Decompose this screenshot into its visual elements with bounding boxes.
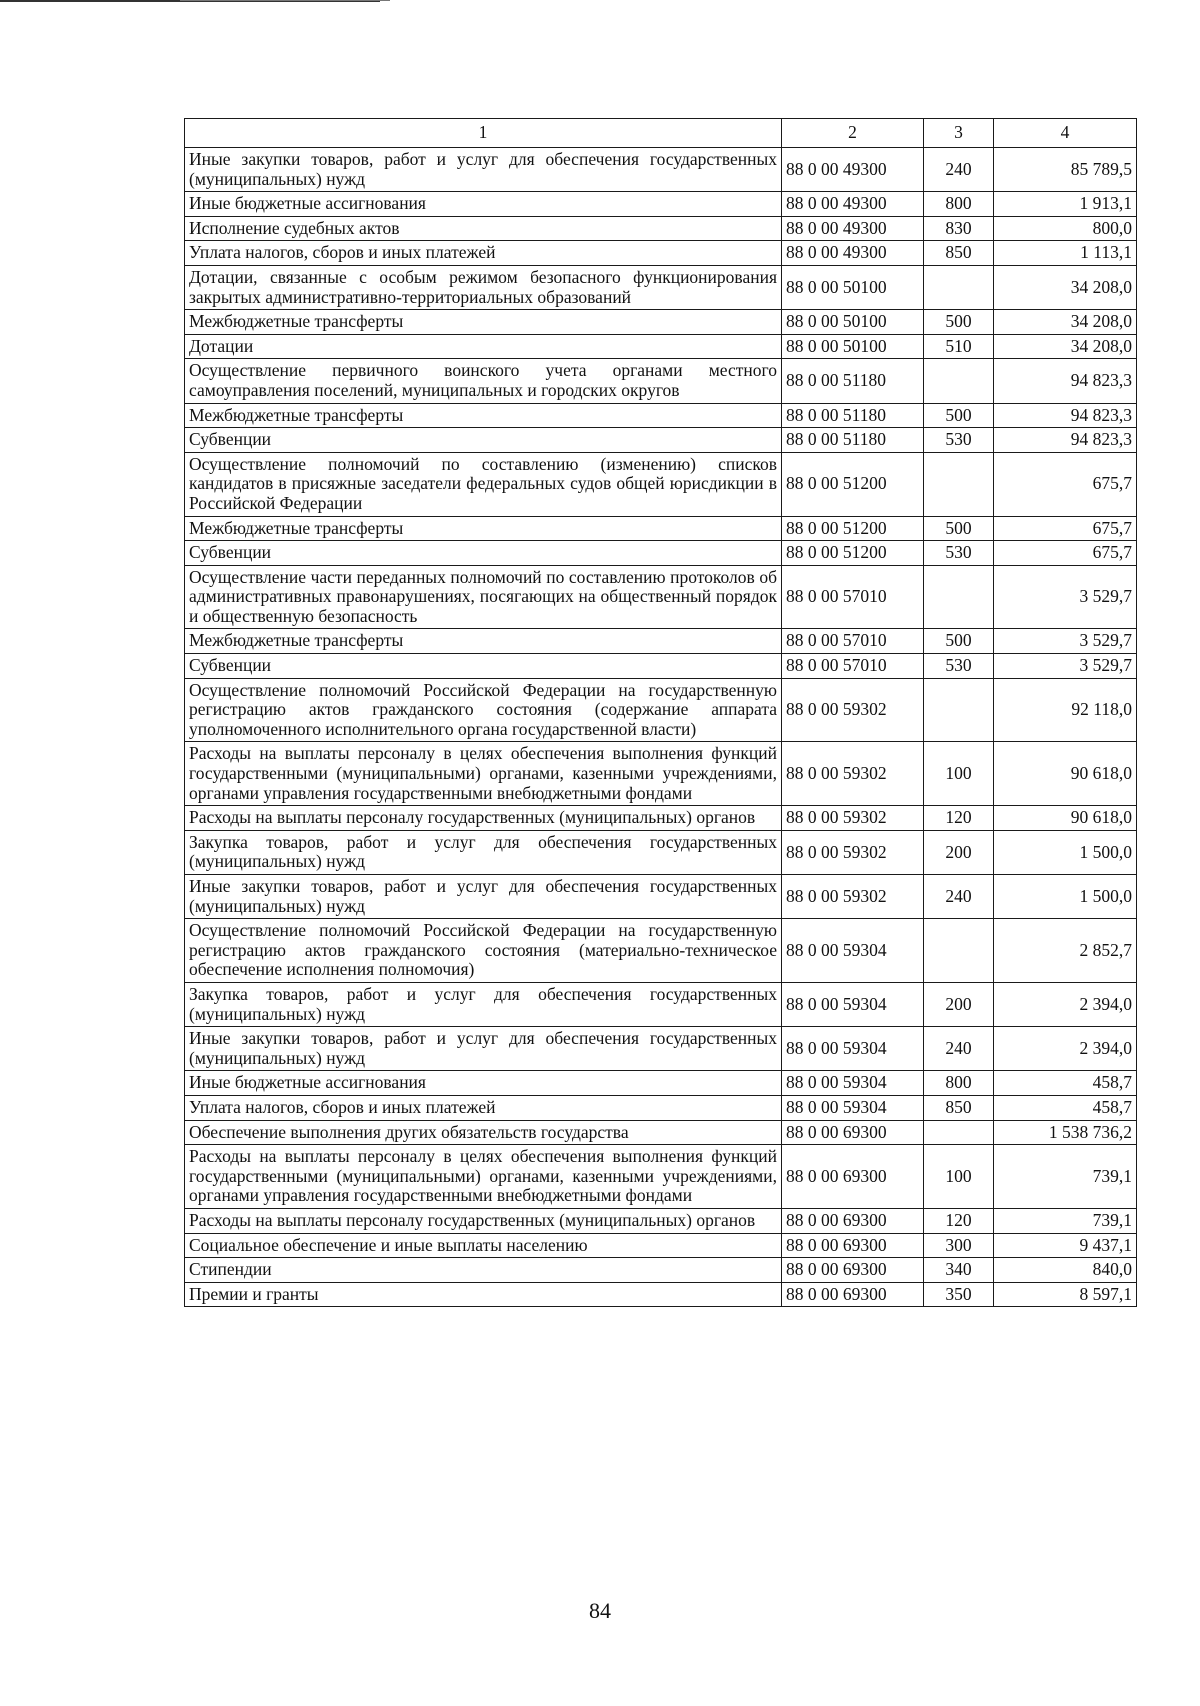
table-row [185,742,1137,806]
row-amount: 1 500,0 [994,875,1137,919]
row-expense-kind: 500 [924,629,994,654]
row-expense-kind: 100 [924,742,994,806]
row-expense-kind: 120 [924,806,994,831]
row-name: Осуществление полномочий по составлению (изменению) списков кандидатов в присяжные заседатели федеральных судов общей юрисдикции в Российской Федерации [185,452,782,516]
row-amount: 34 208,0 [994,334,1137,359]
row-amount: 34 208,0 [994,265,1137,309]
row-amount: 675,7 [994,541,1137,566]
row-code: 88 0 00 51200 [782,452,924,516]
row-code: 88 0 00 69300 [782,1258,924,1283]
table-row [185,565,1137,629]
row-expense-kind: 530 [924,541,994,566]
row-name: Исполнение судебных актов [185,216,782,241]
budget-table [184,118,1137,1307]
row-amount: 2 394,0 [994,982,1137,1026]
row-expense-kind: 530 [924,428,994,453]
row-code: 88 0 00 69300 [782,1120,924,1145]
row-name: Иные закупки товаров, работ и услуг для обеспечения государственных (муниципальных) нужд [185,148,782,192]
row-expense-kind: 530 [924,654,994,679]
table-row [185,1233,1137,1258]
row-name: Расходы на выплаты персоналу в целях обеспечения выполнения функций государственными (муниципальными) органами, казенными учреждениями, органами управления государственными внебюджетными фондами [185,742,782,806]
row-expense-kind: 300 [924,1233,994,1258]
table-row [185,452,1137,516]
row-amount: 1 913,1 [994,192,1137,217]
table-row [185,1258,1137,1283]
table-row [185,1208,1137,1233]
row-amount: 458,7 [994,1095,1137,1120]
row-expense-kind: 800 [924,1071,994,1096]
row-amount: 94 823,3 [994,428,1137,453]
row-amount: 739,1 [994,1145,1137,1209]
row-expense-kind [924,452,994,516]
table-row [185,875,1137,919]
row-expense-kind: 850 [924,1095,994,1120]
row-code: 88 0 00 50100 [782,310,924,335]
table-row [185,1095,1137,1120]
row-amount: 2 394,0 [994,1027,1137,1071]
row-code: 88 0 00 59304 [782,1027,924,1071]
row-code: 88 0 00 57010 [782,565,924,629]
row-code: 88 0 00 69300 [782,1208,924,1233]
table-row [185,982,1137,1026]
row-expense-kind: 830 [924,216,994,241]
row-name: Уплата налогов, сборов и иных платежей [185,241,782,266]
row-name: Межбюджетные трансферты [185,403,782,428]
row-expense-kind: 120 [924,1208,994,1233]
row-name: Дотации [185,334,782,359]
header-row [185,119,1137,148]
row-name: Расходы на выплаты персоналу в целях обеспечения выполнения функций государственными (муниципальными) органами, казенными учреждениями, органами управления государственными внебюджетными фондами [185,1145,782,1209]
row-amount: 3 529,7 [994,629,1137,654]
table-row [185,359,1137,403]
row-amount: 94 823,3 [994,403,1137,428]
row-expense-kind [924,678,994,742]
table-row [185,192,1137,217]
row-code: 88 0 00 51200 [782,516,924,541]
row-amount: 2 852,7 [994,919,1137,983]
row-name: Осуществление части переданных полномочий по составлению протоколов об административных правонарушениях, посягающих на общественный порядок и общественную безопасность [185,565,782,629]
row-amount: 8 597,1 [994,1282,1137,1307]
row-amount: 1 538 736,2 [994,1120,1137,1145]
table-row [185,830,1137,874]
row-amount: 675,7 [994,516,1137,541]
row-amount: 94 823,3 [994,359,1137,403]
row-code: 88 0 00 59304 [782,919,924,983]
table-row [185,678,1137,742]
row-amount: 675,7 [994,452,1137,516]
row-name: Расходы на выплаты персоналу государственных (муниципальных) органов [185,806,782,831]
row-name: Иные бюджетные ассигнования [185,1071,782,1096]
table-body [185,148,1137,1307]
row-code: 88 0 00 50100 [782,265,924,309]
row-name: Иные закупки товаров, работ и услуг для обеспечения государственных (муниципальных) нужд [185,1027,782,1071]
row-code: 88 0 00 59302 [782,678,924,742]
row-expense-kind [924,919,994,983]
row-code: 88 0 00 51180 [782,428,924,453]
row-expense-kind [924,265,994,309]
row-expense-kind: 500 [924,516,994,541]
table-row [185,1145,1137,1209]
table-header [185,119,1137,148]
row-amount: 92 118,0 [994,678,1137,742]
column-header-1: 1 [185,119,782,148]
row-expense-kind: 200 [924,982,994,1026]
row-name: Уплата налогов, сборов и иных платежей [185,1095,782,1120]
row-code: 88 0 00 59304 [782,1095,924,1120]
row-amount: 9 437,1 [994,1233,1137,1258]
row-amount: 458,7 [994,1071,1137,1096]
row-name: Расходы на выплаты персоналу государственных (муниципальных) органов [185,1208,782,1233]
table-row [185,334,1137,359]
row-expense-kind: 340 [924,1258,994,1283]
row-code: 88 0 00 59302 [782,875,924,919]
table-row [185,1120,1137,1145]
row-expense-kind: 850 [924,241,994,266]
row-amount: 1 113,1 [994,241,1137,266]
row-name: Дотации, связанные с особым режимом безопасного функционирования закрытых административно-территориальных образований [185,265,782,309]
row-amount: 1 500,0 [994,830,1137,874]
row-amount: 840,0 [994,1258,1137,1283]
row-name: Обеспечение выполнения других обязательств государства [185,1120,782,1145]
row-expense-kind: 510 [924,334,994,359]
row-amount: 3 529,7 [994,565,1137,629]
row-name: Субвенции [185,541,782,566]
row-amount: 90 618,0 [994,806,1137,831]
row-code: 88 0 00 50100 [782,334,924,359]
row-name: Социальное обеспечение и иные выплаты населению [185,1233,782,1258]
column-header-2: 2 [782,119,924,148]
table-row [185,541,1137,566]
row-expense-kind [924,359,994,403]
row-code: 88 0 00 59304 [782,982,924,1026]
row-code: 88 0 00 59302 [782,830,924,874]
table-row [185,516,1137,541]
row-name: Осуществление полномочий Российской Федерации на государственную регистрацию актов гражданского состояния (материально-техническое обеспечение исполнения полномочия) [185,919,782,983]
row-expense-kind: 500 [924,310,994,335]
row-amount: 85 789,5 [994,148,1137,192]
row-expense-kind: 500 [924,403,994,428]
row-code: 88 0 00 59304 [782,1071,924,1096]
row-expense-kind: 240 [924,875,994,919]
row-code: 88 0 00 49300 [782,241,924,266]
row-expense-kind [924,565,994,629]
table-row [185,1071,1137,1096]
row-code: 88 0 00 49300 [782,192,924,217]
row-expense-kind: 200 [924,830,994,874]
row-name: Межбюджетные трансферты [185,310,782,335]
row-name: Межбюджетные трансферты [185,629,782,654]
table-row [185,241,1137,266]
row-name: Субвенции [185,428,782,453]
row-name: Закупка товаров, работ и услуг для обеспечения государственных (муниципальных) нужд [185,830,782,874]
row-amount: 90 618,0 [994,742,1137,806]
row-name: Премии и гранты [185,1282,782,1307]
table-row [185,403,1137,428]
table-row [185,919,1137,983]
row-amount: 3 529,7 [994,654,1137,679]
row-amount: 739,1 [994,1208,1137,1233]
row-code: 88 0 00 57010 [782,629,924,654]
scan-artifact-line [180,0,390,1]
row-code: 88 0 00 51200 [782,541,924,566]
table-row [185,310,1137,335]
row-expense-kind: 800 [924,192,994,217]
row-expense-kind: 240 [924,1027,994,1071]
row-code: 88 0 00 51180 [782,403,924,428]
table-row [185,629,1137,654]
row-name: Осуществление первичного воинского учета органами местного самоуправления поселений, муниципальных и городских округов [185,359,782,403]
table-row [185,216,1137,241]
table-row [185,148,1137,192]
page-number: 84 [589,1598,611,1623]
row-code: 88 0 00 49300 [782,148,924,192]
table-row [185,265,1137,309]
row-name: Стипендии [185,1258,782,1283]
row-name: Осуществление полномочий Российской Федерации на государственную регистрацию актов гражданского состояния (содержание аппарата уполномоченного исполнительного органа государственной власти) [185,678,782,742]
row-expense-kind: 100 [924,1145,994,1209]
row-code: 88 0 00 51180 [782,359,924,403]
row-expense-kind [924,1120,994,1145]
row-expense-kind: 350 [924,1282,994,1307]
row-expense-kind: 240 [924,148,994,192]
column-header-4: 4 [994,119,1137,148]
row-code: 88 0 00 49300 [782,216,924,241]
row-code: 88 0 00 59302 [782,806,924,831]
row-amount: 34 208,0 [994,310,1137,335]
row-name: Иные закупки товаров, работ и услуг для обеспечения государственных (муниципальных) нужд [185,875,782,919]
row-amount: 800,0 [994,216,1137,241]
row-code: 88 0 00 69300 [782,1282,924,1307]
row-code: 88 0 00 69300 [782,1233,924,1258]
row-name: Межбюджетные трансферты [185,516,782,541]
table-row [185,428,1137,453]
row-code: 88 0 00 57010 [782,654,924,679]
row-code: 88 0 00 69300 [782,1145,924,1209]
row-name: Иные бюджетные ассигнования [185,192,782,217]
table-row [185,806,1137,831]
row-code: 88 0 00 59302 [782,742,924,806]
table-row [185,654,1137,679]
column-header-3: 3 [924,119,994,148]
row-name: Субвенции [185,654,782,679]
table-row [185,1027,1137,1071]
row-name: Закупка товаров, работ и услуг для обеспечения государственных (муниципальных) нужд [185,982,782,1026]
table-row [185,1282,1137,1307]
